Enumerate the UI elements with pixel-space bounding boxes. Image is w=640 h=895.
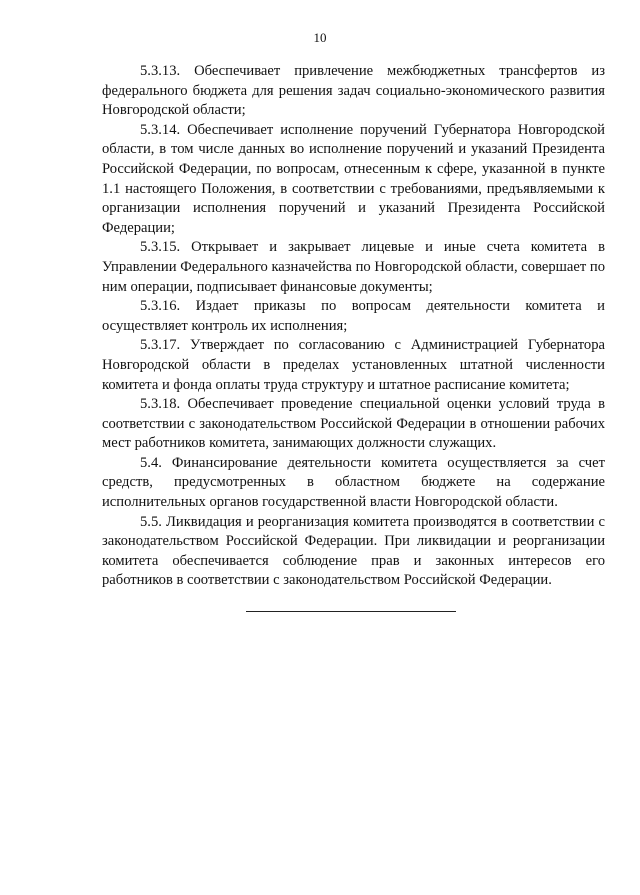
page-number: 10 (313, 30, 327, 45)
paragraph-5-3-13: 5.3.13. Обеспечивает привлечение межбюджетных трансфертов из федерального бюджета для решения задач социально-экономического развития Новгородской области; (102, 63, 605, 119)
end-separator-line (246, 611, 456, 612)
paragraph-5-3-16: 5.3.16. Издает приказы по вопросам деятельности комитета и осуществляет контроль их исполнения; (102, 298, 605, 334)
paragraph-5-3-17: 5.3.17. Утверждает по согласованию с Администрацией Губернатора Новгородской области в пределах установленных штатной численности комитета и фонда оплаты труда структуру и штатное расписание комитета; (102, 337, 605, 393)
paragraph-5-3-15: 5.3.15. Открывает и закрывает лицевые и иные счета комитета в Управлении Федерального казначейства по Новгородской области, совершает по ним операции, подписывает финансовые документы; (102, 239, 605, 295)
document-body (102, 62, 605, 591)
paragraph-5-3-18: 5.3.18. Обеспечивает проведение специальной оценки условий труда в соответствии с законодательством Российской Федерации в отношении рабочих мест работников комитета, занимающих должности служащих. (102, 396, 605, 452)
paragraph-5-3-14: 5.3.14. Обеспечивает исполнение поручений Губернатора Новгородской области, в том числе данных во исполнение поручений и указаний Президента Российской Федерации, по вопросам, отнесенным к сфере, указанной в пункте 1.1 настоящего Положения, в соответствии с требованиями, предъявляемыми к организации исполнения поручений и указаний Президента Российской Федерации; (102, 121, 605, 236)
paragraph-5-5: 5.5. Ликвидация и реорганизация комитета производятся в соответствии с законодательством Российской Федерации. При ликвидации и реорганизации комитета обеспечивается соблюдение прав и законных интересов его работников в соответствии с законодательством Российской Федерации. (102, 513, 605, 589)
paragraph-5-4: 5.4. Финансирование деятельности комитета осуществляется за счет средств, предусмотренных в областном бюджете на содержание исполнительных органов государственной власти Новгородской области. (102, 454, 605, 511)
